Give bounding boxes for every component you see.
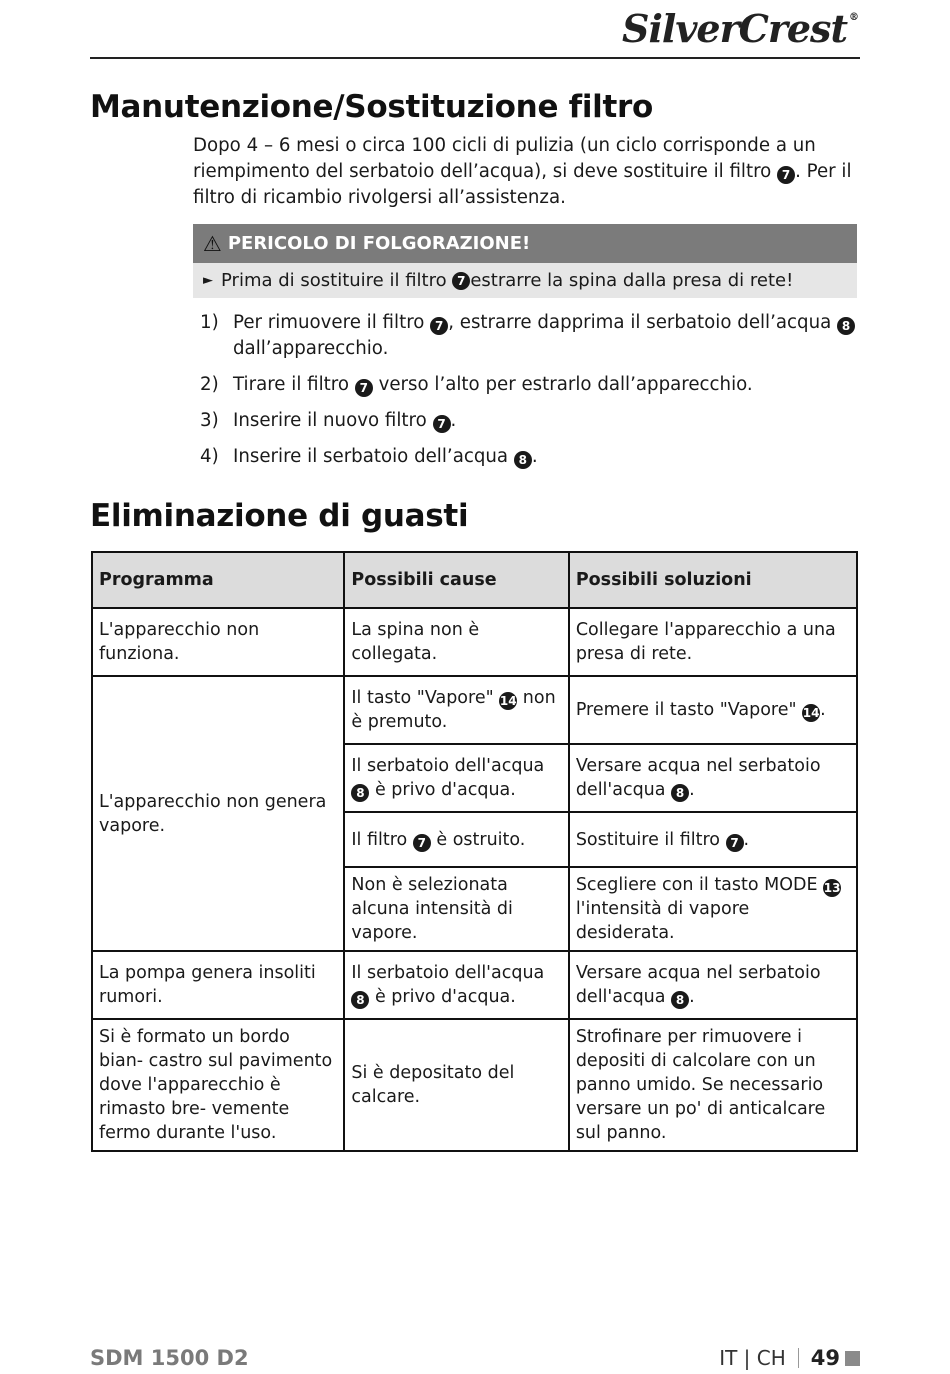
table-row [92, 676, 857, 744]
table-row [92, 608, 857, 676]
part-number-badge: 7 [452, 272, 470, 290]
warning-header: ⚠ PERICOLO DI FOLGORAZIONE! [193, 224, 857, 263]
warning-triangle-icon: ⚠ [203, 231, 222, 256]
table-cell: L'apparecchio non funziona. [92, 608, 344, 676]
table-cell: Il filtro 7 è ostruito. [344, 812, 568, 867]
brand-logo: SilverCrest ® [622, 6, 858, 51]
part-number-badge: 8 [351, 991, 369, 1009]
part-number-badge: 7 [777, 166, 795, 184]
part-number-badge: 14 [499, 694, 517, 708]
part-number-badge: 8 [837, 317, 855, 335]
step-item: 2) Tirare il filtro 7 verso l’alto per estrarlo dall’apparecchio. [200, 374, 753, 395]
footer-language: IT | CH [719, 1346, 786, 1370]
part-number-badge: 7 [726, 834, 744, 852]
footer-page-info [719, 1346, 860, 1370]
step-item: 1) Per rimuovere il filtro 7 , estrarre dapprima il serbatoio dell’acqua 8 dall’apparecchio. [200, 310, 860, 362]
section-title-troubleshooting: Eliminazione di guasti [90, 498, 469, 534]
header-rule [90, 57, 860, 59]
part-number-badge: 8 [671, 991, 689, 1009]
table-cell: Si è depositato del calcare. [344, 1019, 568, 1151]
square-marker-icon [845, 1351, 860, 1366]
table-cell: La pompa genera insoliti rumori. [92, 951, 344, 1019]
table-cell: Sostituire il filtro 7 . [569, 812, 857, 867]
table-cell: Il serbatoio dell'acqua 8 è privo d'acqua. [344, 951, 568, 1019]
arrow-right-icon: ► [203, 273, 213, 288]
part-number-badge: 8 [514, 451, 532, 469]
steps-list [200, 310, 860, 480]
part-number-badge: 7 [430, 317, 448, 335]
table-header-row [92, 552, 857, 608]
column-header: Possibili cause [344, 552, 568, 608]
step-item: 4) Inserire il serbatoio dell’acqua 8 . [200, 446, 538, 467]
part-number-badge: 13 [823, 881, 841, 895]
part-number-badge: 7 [433, 415, 451, 433]
column-header: Programma [92, 552, 344, 608]
table-cell: Versare acqua nel serbatoio dell'acqua 8 . [569, 951, 857, 1019]
table-cell: Il tasto "Vapore" 14 non è premuto. [344, 676, 568, 744]
table-cell: Si è formato un bordo bian- castro sul pavimento dove l'apparecchio è rimasto bre- vemente fermo durante l'uso. [92, 1019, 344, 1151]
section-title-maintenance: Manutenzione/Sostituzione filtro [90, 89, 654, 125]
table-cell: Il serbatoio dell'acqua 8 è privo d'acqua. [344, 744, 568, 812]
warning-body: ► Prima di sostituire il filtro 7 estrarre la spina dalla presa di rete! [193, 263, 857, 298]
footer-model-number: SDM 1500 D2 [90, 1346, 249, 1370]
table-cell: Non è selezionata alcuna intensità di vapore. [344, 867, 568, 951]
part-number-badge: 14 [802, 706, 820, 720]
table-cell: Versare acqua nel serbatoio dell'acqua 8 . [569, 744, 857, 812]
part-number-badge: 8 [351, 784, 369, 802]
part-number-badge: 7 [413, 834, 431, 852]
footer-divider [798, 1348, 799, 1368]
warning-box [193, 224, 857, 298]
part-number-badge: 8 [671, 784, 689, 802]
part-number-badge: 7 [355, 379, 373, 397]
table-cell: Scegliere con il tasto MODE 13 l'intensità di vapore desiderata. [569, 867, 857, 951]
table-cell: La spina non è collegata. [344, 608, 568, 676]
table-row [92, 1019, 857, 1151]
table-cell: Premere il tasto "Vapore" 14. [569, 676, 857, 744]
table-cell: Collegare l'apparecchio a una presa di rete. [569, 608, 857, 676]
column-header: Possibili soluzioni [569, 552, 857, 608]
table-row [92, 951, 857, 1019]
intro-paragraph: Dopo 4 – 6 mesi o circa 100 cicli di pulizia (un ciclo corrisponde a un riempimento del serbatoio dell’acqua), si deve sostituire il filtro 7 . Per il filtro di ricambio rivolgersi all’assistenza. [193, 135, 852, 208]
troubleshooting-table [91, 551, 858, 1152]
page-number: 49 [810, 1346, 840, 1370]
table-cell: L'apparecchio non genera vapore. [92, 676, 344, 951]
table-cell: Strofinare per rimuovere i depositi di calcolare con un panno umido. Se necessario versare un po' di anticalcare sul panno. [569, 1019, 857, 1151]
step-item: 3) Inserire il nuovo filtro 7 . [200, 410, 457, 431]
